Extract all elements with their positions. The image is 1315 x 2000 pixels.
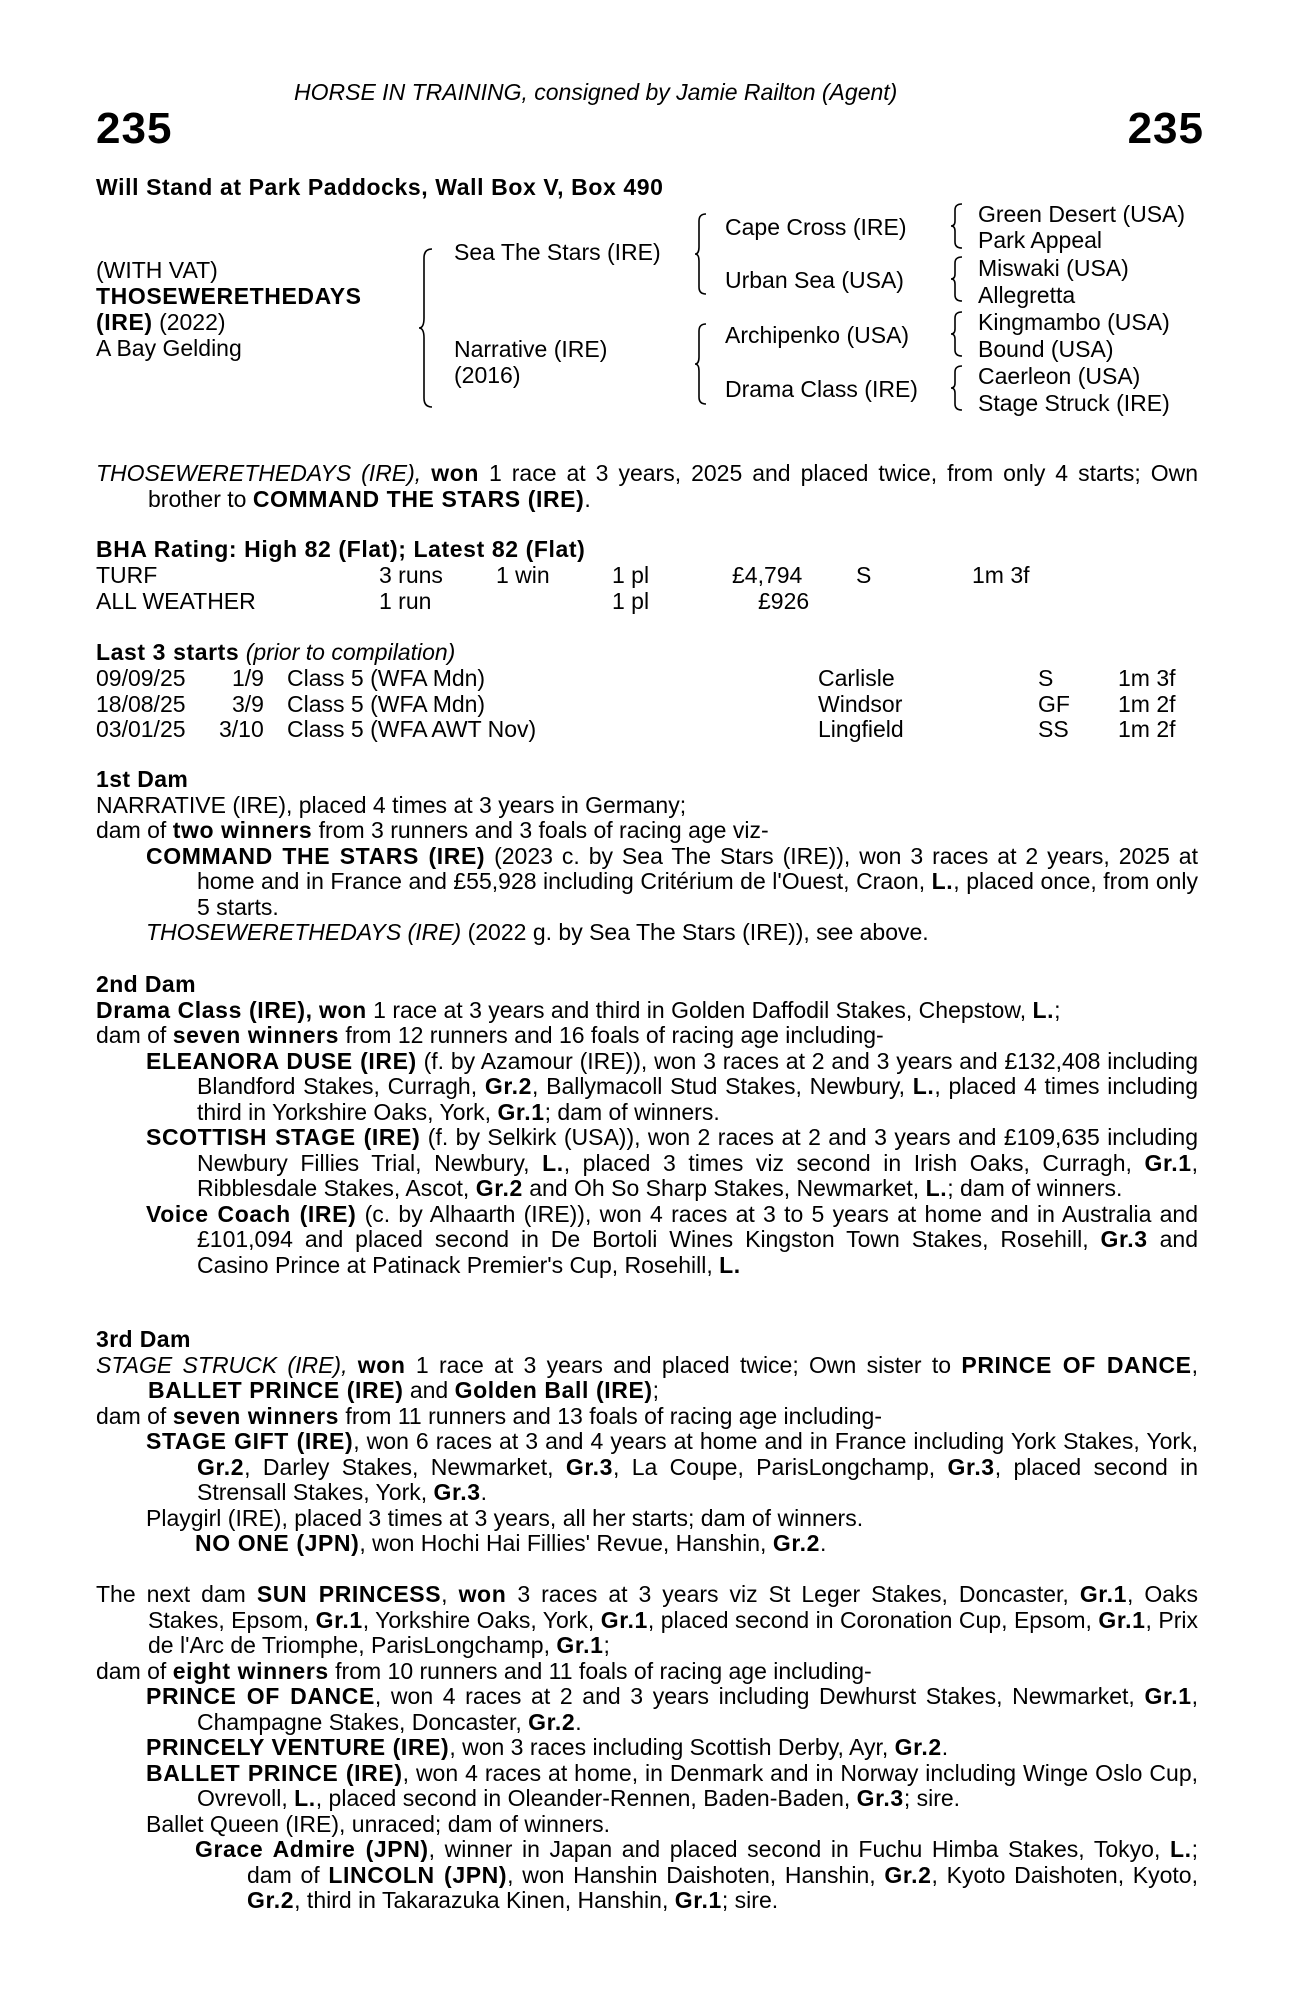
start-row: 09/09/25 1/9 Class 5 (WFA Mdn) Carlisle S 1m 3f: [96, 665, 1176, 691]
start-row: 03/01/25 3/10 Class 5 (WFA AWT Nov) Lingfield SS 1m 2f: [96, 716, 1176, 742]
lot-number-left: 235: [96, 104, 173, 153]
rating-table: [96, 563, 1198, 614]
horse-country-year: (IRE) (2022): [96, 309, 226, 335]
dam-brace: [694, 323, 708, 405]
progeny-entry: PRINCE OF DANCE, won 4 races at 2 and 3 years including Dewhurst Stakes, Newmarket, Gr.1, Champagne Stakes, Doncaster, Gr.2.: [146, 1683, 1198, 1735]
horse-description: A Bay Gelding: [96, 335, 242, 361]
ss-brace: [950, 203, 964, 249]
rating-row: TURF 3 runs 1 win 1 pl £4,794 S 1m 3f: [96, 562, 1030, 588]
dam: Narrative (IRE): [454, 336, 608, 362]
dd-brace: [950, 365, 964, 411]
sire-brace: [694, 213, 708, 295]
ds-dam: Bound (USA): [978, 336, 1114, 362]
first-dam-title: 1st Dam: [96, 766, 189, 792]
sire-sire: Cape Cross (IRE): [725, 214, 907, 240]
sire-dam: Urban Sea (USA): [725, 267, 904, 293]
second-dam-title: 2nd Dam: [96, 971, 196, 997]
progeny-entry: PRINCELY VENTURE (IRE), won 3 races including Scottish Derby, Ayr, Gr.2.: [146, 1734, 949, 1760]
rating-title: BHA Rating: High 82 (Flat); Latest 82 (Flat): [96, 536, 586, 562]
dd-sire: Caerleon (USA): [978, 363, 1141, 389]
lot-number-right: 235: [1127, 104, 1204, 153]
progeny-entry: BALLET PRINCE (IRE), won 4 races at home, in Denmark and in Norway including Winge Oslo Cup, Ovrevoll, L., placed second in Oleander-Rennen, Baden-Baden, Gr.3; sire.: [146, 1759, 1199, 1811]
horse-name: THOSEWERETHEDAYS: [96, 283, 362, 309]
progeny-entry: THOSEWERETHEDAYS (IRE) (2022 g. by Sea The Stars (IRE)), see above.: [146, 919, 929, 945]
sd-sire: Miswaki (USA): [978, 255, 1129, 281]
third-dam-section: 3rd Dam STAGE STRUCK (IRE), won 1 race at 3 years and placed twice; Own sister to PRINCE OF DANCE, BALLET PRINCE (IRE) and Golden Ball (IRE); dam of seven winners from 11 runners and 13 foals of racing age including- STAGE GIFT (IRE), won 6 races at 3 and 4 years at home and in France including York Stakes, York, Gr.2, Darley Stakes, Newmarket, Gr.3, La Coupe, ParisLongchamp, Gr.3, placed second in Strensall Stakes, York, Gr.3. Playgirl (IRE), placed 3 times at 3 years, all her starts; dam of winners. NO ONE (JPN), won Hochi Hai Fillies' Revue, Hanshin, Gr.2.: [96, 1326, 1199, 1556]
ds-sire: Kingmambo (USA): [978, 309, 1170, 335]
rating-row: ALL WEATHER 1 run 1 pl £926: [96, 587, 810, 614]
consignor-line: HORSE IN TRAINING, consigned by Jamie Railton (Agent): [294, 79, 898, 105]
last-starts-title: Last 3 starts (prior to compilation): [96, 639, 456, 665]
sd-brace: [950, 256, 964, 302]
dam-year: (2016): [454, 362, 521, 388]
second-dam-section: 2nd Dam Drama Class (IRE), won 1 race at 3 years and third in Golden Daffodil Stakes, Chepstow, L.; dam of seven winners from 12 runners and 16 foals of racing age including- ELEANORA DUSE (IRE) (f. by Azamour (IRE)), won 3 races at 2 and 3 years and £132,408 including Blandford Stakes, Curragh, Gr.2, Ballymacoll Stud Stakes, Newbury, L., placed 4 times including third in Yorkshire Oaks, York, Gr.1; dam of winners. SCOTTISH STAGE (IRE) (f. by Selkirk (USA)), won 2 races at 2 and 3 years and £109,635 including Newbury Fillies Trial, Newbury, L., placed 3 times viz second in Irish Oaks, Curragh, Gr.1, Ribblesdale Stakes, Ascot, Gr.2 and Oh So Sharp Stakes, Newmarket, L.; dam of winners. Voice Coach (IRE) (c. by Alhaarth (IRE)), won 4 races at 3 to 5 years at home and in Australia and £101,094 and placed second in De Bortoli Wines Kingston Town Stakes, Rosehill, Gr.3 and Casino Prince at Patinack Premier's Cup, Rosehill, L.: [96, 971, 1199, 1278]
race-summary: THOSEWERETHEDAYS (IRE), won 1 race at 3 years, 2025 and placed twice, from only 4 starts; Own brother to COMMAND THE STARS (IRE).: [96, 460, 1199, 512]
ds-brace: [950, 311, 964, 357]
sd-dam: Allegretta: [978, 282, 1076, 308]
progeny-entry: STAGE GIFT (IRE), won 6 races at 3 and 4 years at home and in France including York Stakes, York, Gr.2, Darley Stakes, Newmarket, Gr.3, La Coupe, ParisLongchamp, Gr.3, placed second in Strensall Stakes, York, Gr.3.: [146, 1428, 1199, 1505]
location-line: Will Stand at Park Paddocks, Wall Box V, Box 490: [96, 174, 664, 200]
progeny-entry: SCOTTISH STAGE (IRE) (f. by Selkirk (USA)), won 2 races at 2 and 3 years and £109,635 including Newbury Fillies Trial, Newbury, L., placed 3 times viz second in Irish Oaks, Curragh, Gr.1, Ribblesdale Stakes, Ascot, Gr.2 and Oh So Sharp Stakes, Newmarket, L.; dam of winners.: [146, 1124, 1199, 1201]
vat-label: (WITH VAT): [96, 257, 218, 283]
last-starts-table: [96, 666, 1198, 743]
progeny-entry: ELEANORA DUSE (IRE) (f. by Azamour (IRE)), won 3 races at 2 and 3 years and £132,408 including Blandford Stakes, Curragh, Gr.2, Ballymacoll Stud Stakes, Newbury, L., placed 4 times including third in Yorkshire Oaks, York, Gr.1; dam of winners.: [146, 1047, 1198, 1125]
progeny-entry: COMMAND THE STARS (IRE) (2023 c. by Sea The Stars (IRE)), won 3 races at 2 years, 2025 at home and in France and £55,928 including Critérium de l'Ouest, Craon, L., placed once, from only 5 starts.: [146, 842, 1199, 920]
progeny-entry: Voice Coach (IRE) (c. by Alhaarth (IRE)), won 4 races at 3 to 5 years at home and in Australia and £101,094 and placed second in De Bortoli Wines Kingston Town Stakes, Rosehill, Gr.3 and Casino Prince at Patinack Premier's Cup, Rosehill, L.: [146, 1200, 1199, 1278]
progeny-entry: Ballet Queen (IRE), unraced; dam of winners.: [146, 1810, 611, 1837]
first-dam-section: 1st Dam NARRATIVE (IRE), placed 4 times at 3 years in Germany; dam of two winners from 3 runners and 3 foals of racing age viz- COMMAND THE STARS (IRE) (2023 c. by Sea The Stars (IRE)), won 3 races at 2 years, 2025 at home and in France and £55,928 including Critérium de l'Ouest, Craon, L., placed once, from only 5 starts. THOSEWERETHEDAYS (IRE) (2022 g. by Sea The Stars (IRE)), see above.: [96, 766, 1199, 945]
third-dam-title: 3rd Dam: [96, 1326, 191, 1352]
dam-sire: Archipenko (USA): [725, 322, 910, 348]
pedigree-brace-main: [418, 248, 434, 408]
start-row: 18/08/25 3/9 Class 5 (WFA Mdn) Windsor GF 1m 2f: [96, 690, 1176, 717]
dd-dam: Stage Struck (IRE): [978, 390, 1170, 416]
ss-sire: Green Desert (USA): [978, 201, 1186, 227]
progeny-entry: NO ONE (JPN), won Hochi Hai Fillies' Revue, Hanshin, Gr.2.: [195, 1530, 827, 1556]
dam-dam: Drama Class (IRE): [725, 376, 918, 402]
progeny-entry: Playgirl (IRE), placed 3 times at 3 years, all her starts; dam of winners.: [146, 1504, 864, 1531]
ss-dam: Park Appeal: [978, 227, 1103, 253]
sire: Sea The Stars (IRE): [454, 239, 661, 265]
next-dam-section: The next dam SUN PRINCESS, won 3 races at 3 years viz St Leger Stakes, Doncaster, Gr.1, Oaks Stakes, Epsom, Gr.1, Yorkshire Oaks, York, Gr.1, placed second in Coronation Cup, Epsom, Gr.1, Prix de l'Arc de Triomphe, ParisLongchamp, Gr.1; dam of eight winners from 10 runners and 11 foals of racing age including- PRINCE OF DANCE, won 4 races at 2 and 3 years including Dewhurst Stakes, Newmarket, Gr.1, Champagne Stakes, Doncaster, Gr.2. PRINCELY VENTURE (IRE), won 3 races including Scottish Derby, Ayr, Gr.2. BALLET PRINCE (IRE), won 4 races at home, in Denmark and in Norway including Winge Oslo Cup, Ovrevoll, L., placed second in Oleander-Rennen, Baden-Baden, Gr.3; sire. Ballet Queen (IRE), unraced; dam of winners. Grace Admire (JPN), winner in Japan and placed second in Fuchu Himba Stakes, Tokyo, L.; dam of LINCOLN (JPN), won Hanshin Daishoten, Hanshin, Gr.2, Kyoto Daishoten, Kyoto, Gr.2, third in Takarazuka Kinen, Hanshin, Gr.1; sire.: [96, 1581, 1199, 1913]
progeny-entry: Grace Admire (JPN), winner in Japan and placed second in Fuchu Himba Stakes, Tokyo, L.; dam of LINCOLN (JPN), won Hanshin Daishoten, Hanshin, Gr.2, Kyoto Daishoten, Kyoto, Gr.2, third in Takarazuka Kinen, Hanshin, Gr.1; sire.: [195, 1836, 1198, 1913]
